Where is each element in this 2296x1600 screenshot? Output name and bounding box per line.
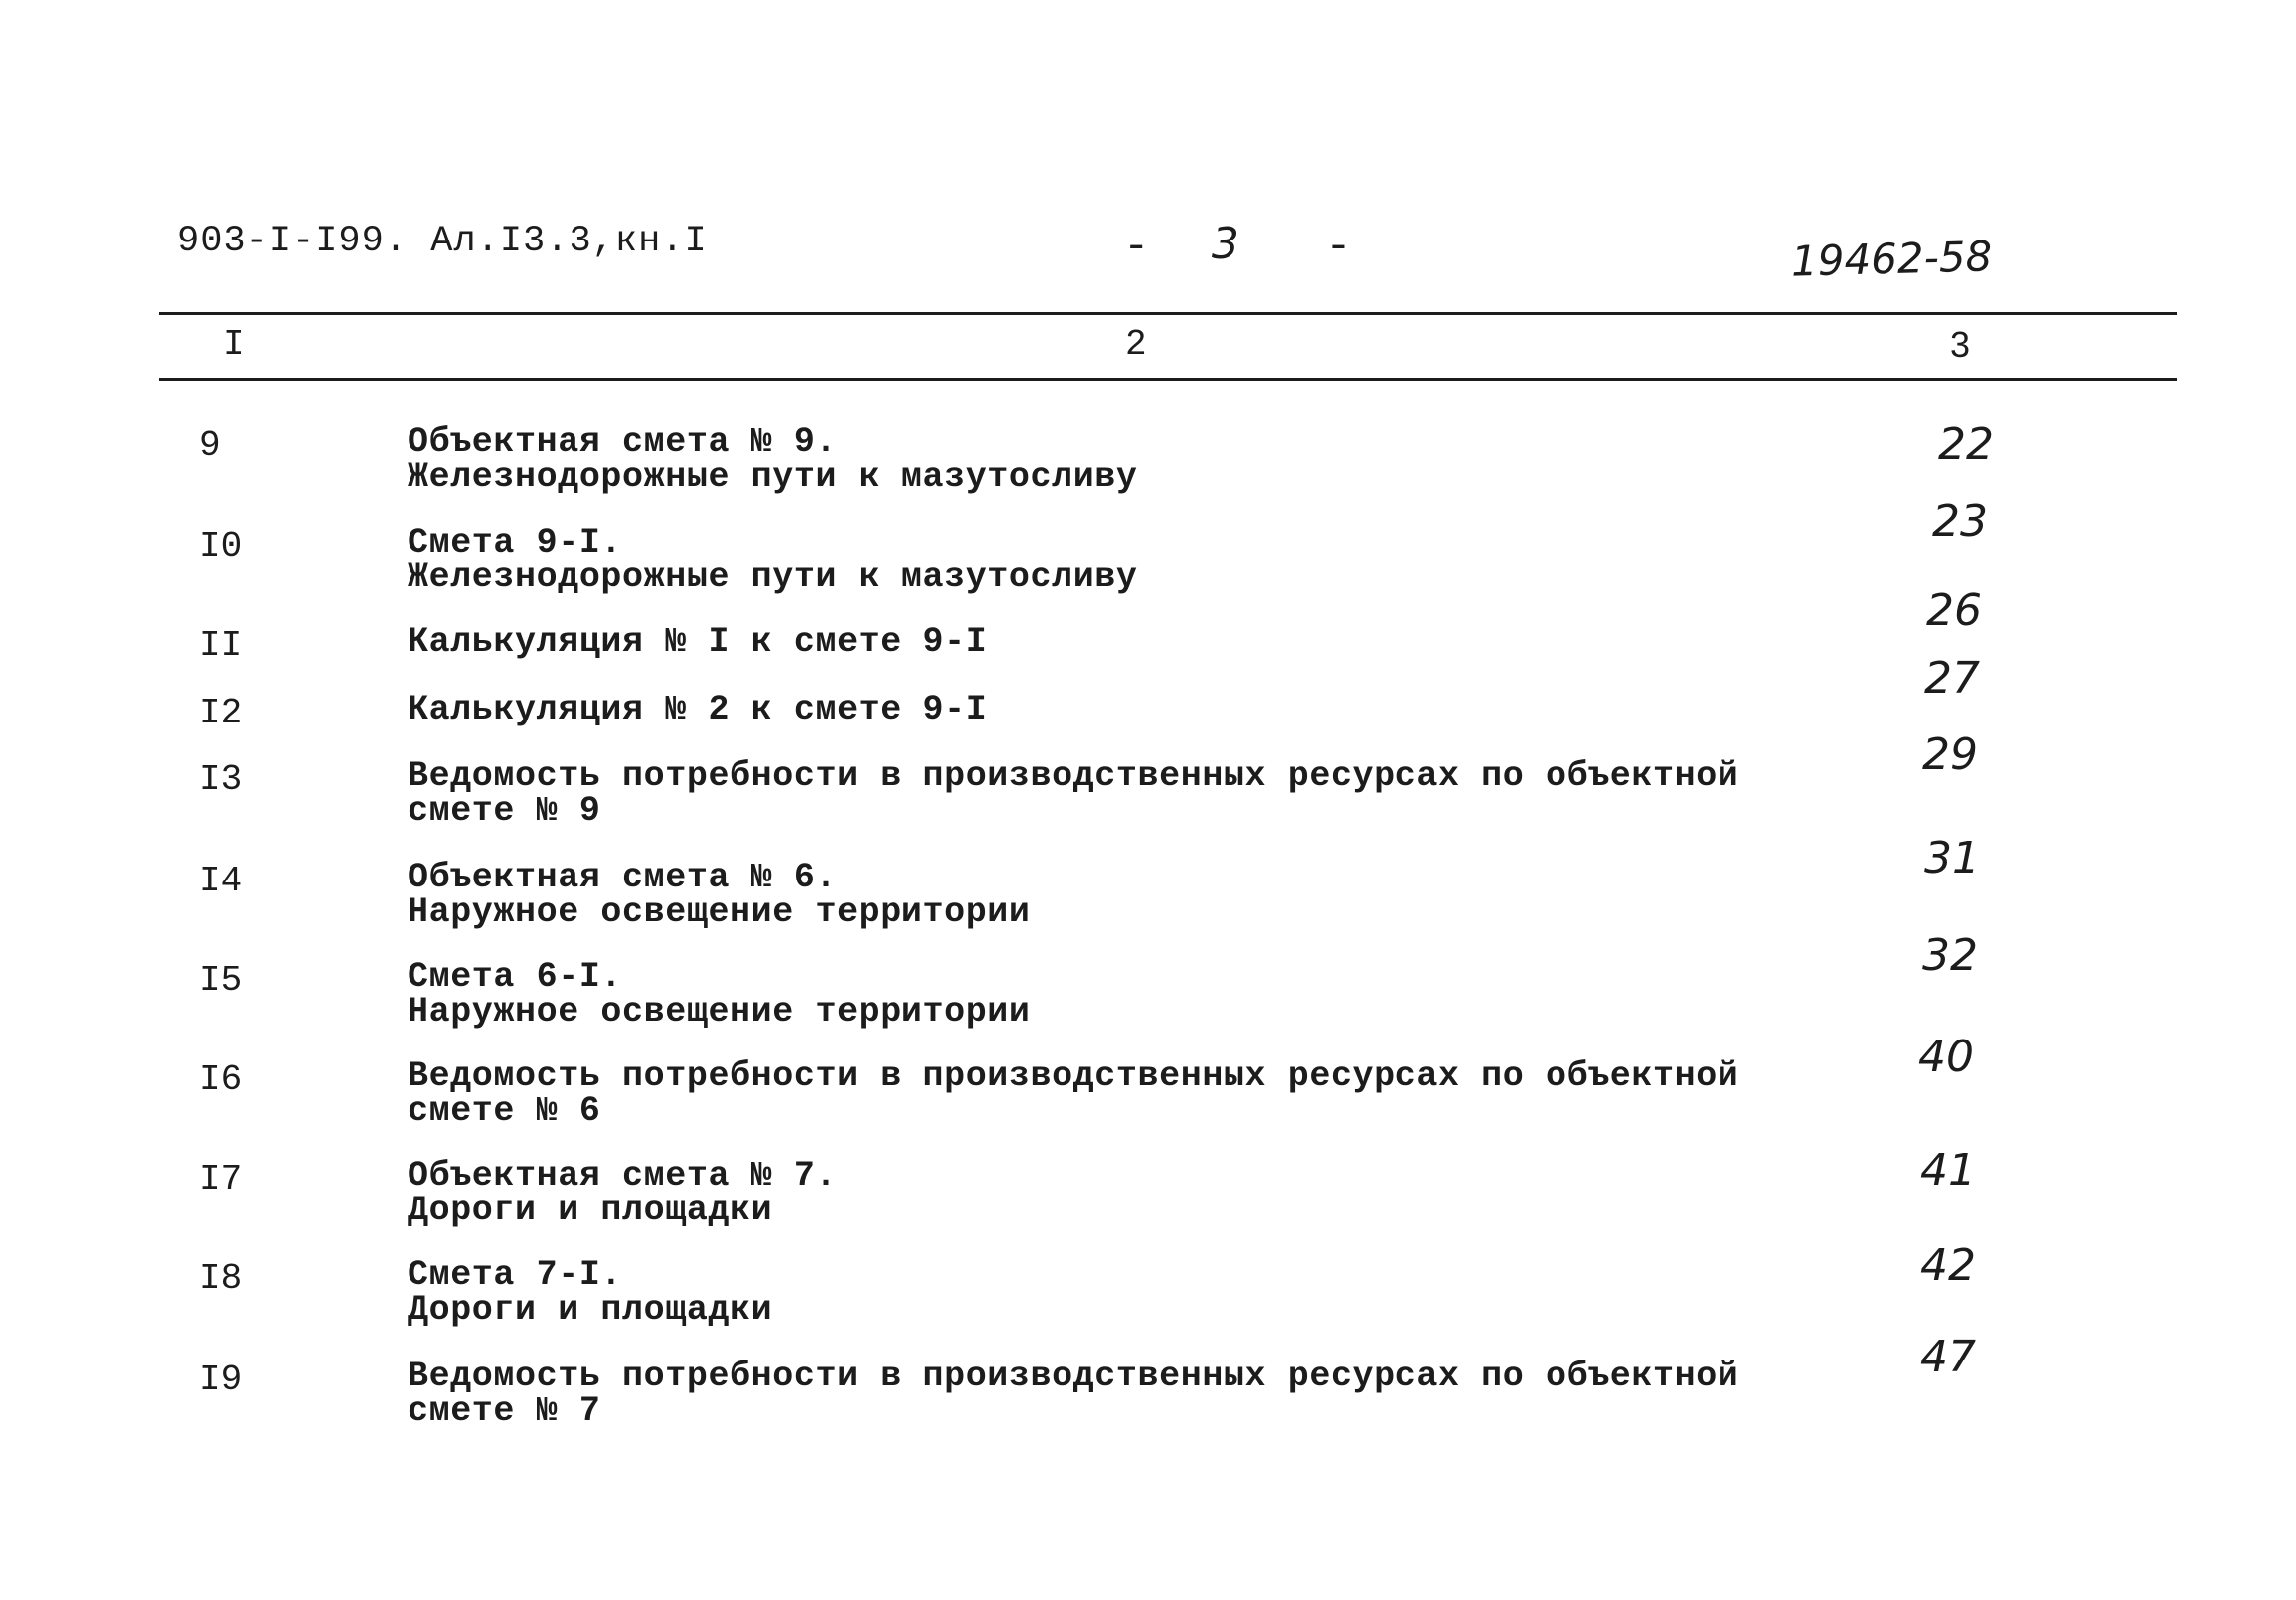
row-description (408, 690, 1720, 729)
row-page-number: 40 (1918, 1032, 1974, 1082)
page-number-block (1123, 219, 1352, 272)
row-page-number: 31 (1924, 833, 1980, 883)
row-description-line: Ведомость потребности в производственных ресурсах по объектной (408, 1056, 1739, 1096)
document-code: 903-I-I99. Ал.I3.3,кн.I (177, 221, 708, 262)
row-description-line: Ведомость потребности в производственных ресурсах по объектной (408, 1357, 1739, 1396)
row-description (408, 1357, 1739, 1431)
row-description-line: Железнодорожные пути к мазутосливу (408, 558, 1138, 597)
row-description-line: смете № 9 (408, 791, 601, 831)
row-page-number: 29 (1922, 729, 1978, 780)
row-page-number: 23 (1932, 496, 1988, 547)
page-number: 3 (1211, 219, 1239, 269)
row-description-line: смете № 7 (408, 1391, 601, 1431)
row-description (408, 622, 1720, 662)
row-description (408, 523, 1720, 597)
row-description-line: Объектная смета № 6. (408, 858, 838, 897)
row-description-line: Железнодорожные пути к мазутосливу (408, 457, 1138, 497)
row-number: I7 (199, 1159, 243, 1200)
row-description-line: Дороги и площадки (408, 1191, 773, 1230)
row-number: I2 (199, 693, 243, 733)
row-number: 9 (199, 425, 221, 466)
row-description-line: Смета 7-I. (408, 1255, 623, 1295)
page-dash-right: - (1325, 223, 1352, 272)
row-page-number: 22 (1938, 419, 1994, 470)
row-description-line: Наружное освещение территории (408, 892, 1031, 932)
row-description-line: Дороги и площадки (408, 1290, 773, 1330)
row-page-number: 47 (1920, 1332, 1976, 1382)
column-header-1: I (223, 324, 245, 365)
row-description-line: Калькуляция № 2 к смете 9-I (408, 690, 988, 729)
row-description (408, 1156, 1720, 1230)
row-description-line: Калькуляция № I к смете 9-I (408, 622, 988, 662)
row-number: II (199, 625, 243, 666)
row-number: I6 (199, 1059, 243, 1100)
row-number: I5 (199, 960, 243, 1001)
row-description-line: Наружное освещение территории (408, 992, 1031, 1032)
row-description-line: Объектная смета № 9. (408, 422, 838, 462)
column-header-2: 2 (1125, 324, 1147, 365)
row-description-line: Объектная смета № 7. (408, 1156, 838, 1196)
row-description (408, 1255, 1720, 1330)
page-dash-left: - (1123, 223, 1150, 272)
row-description (408, 1056, 1739, 1131)
row-description-line: Смета 6-I. (408, 957, 623, 997)
row-page-number: 27 (1924, 653, 1980, 704)
row-description (408, 957, 1720, 1032)
row-number: I0 (199, 526, 243, 566)
row-page-number: 32 (1922, 930, 1978, 981)
column-header-3: 3 (1950, 324, 1971, 365)
row-description (408, 858, 1720, 932)
row-number: I4 (199, 861, 243, 901)
registration-number: 19462-58 (1790, 232, 1993, 286)
row-page-number: 41 (1920, 1145, 1976, 1196)
row-description-line: Смета 9-I. (408, 523, 623, 562)
table-top-rule (159, 312, 2177, 315)
row-description-line: Ведомость потребности в производственных ресурсах по объектной (408, 756, 1739, 796)
row-page-number: 26 (1926, 585, 1982, 636)
row-description (408, 756, 1739, 831)
row-number: I9 (199, 1360, 243, 1400)
row-number: I8 (199, 1258, 243, 1299)
row-page-number: 42 (1920, 1240, 1976, 1291)
row-description-line: смете № 6 (408, 1091, 601, 1131)
table-header-rule (159, 378, 2177, 381)
row-description (408, 422, 1720, 497)
row-number: I3 (199, 759, 243, 800)
